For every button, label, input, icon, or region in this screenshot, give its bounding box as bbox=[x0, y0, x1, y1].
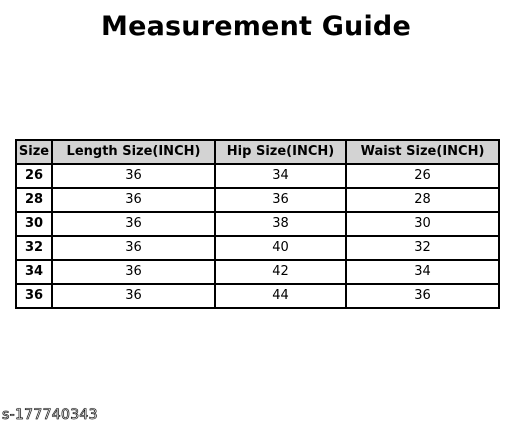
measurement-table bbox=[15, 139, 500, 309]
waist-cell: 28 bbox=[346, 188, 499, 212]
hip-cell: 40 bbox=[215, 236, 346, 260]
table-row bbox=[16, 212, 499, 236]
size-cell: 28 bbox=[16, 188, 52, 212]
size-cell: 26 bbox=[16, 164, 52, 188]
header-waist-size: Waist Size(INCH) bbox=[346, 140, 499, 164]
page-title: Measurement Guide bbox=[101, 11, 411, 42]
table-row bbox=[16, 284, 499, 308]
waist-cell: 26 bbox=[346, 164, 499, 188]
length-cell: 36 bbox=[52, 164, 215, 188]
length-cell: 36 bbox=[52, 260, 215, 284]
waist-cell: 36 bbox=[346, 284, 499, 308]
length-cell: 36 bbox=[52, 236, 215, 260]
header-hip-size: Hip Size(INCH) bbox=[215, 140, 346, 164]
waist-cell: 34 bbox=[346, 260, 499, 284]
hip-cell: 42 bbox=[215, 260, 346, 284]
table-header-row bbox=[16, 140, 499, 164]
size-cell: 34 bbox=[16, 260, 52, 284]
hip-cell: 34 bbox=[215, 164, 346, 188]
table-row bbox=[16, 188, 499, 212]
table-row bbox=[16, 260, 499, 284]
header-length-size: Length Size(INCH) bbox=[52, 140, 215, 164]
waist-cell: 30 bbox=[346, 212, 499, 236]
table-row bbox=[16, 164, 499, 188]
hip-cell: 44 bbox=[215, 284, 346, 308]
watermark-id: s-177740343 bbox=[2, 407, 98, 423]
hip-cell: 36 bbox=[215, 188, 346, 212]
waist-cell: 32 bbox=[346, 236, 499, 260]
table-row bbox=[16, 236, 499, 260]
size-cell: 30 bbox=[16, 212, 52, 236]
length-cell: 36 bbox=[52, 188, 215, 212]
header-size: Size bbox=[16, 140, 52, 164]
length-cell: 36 bbox=[52, 212, 215, 236]
size-cell: 32 bbox=[16, 236, 52, 260]
length-cell: 36 bbox=[52, 284, 215, 308]
size-cell: 36 bbox=[16, 284, 52, 308]
hip-cell: 38 bbox=[215, 212, 346, 236]
